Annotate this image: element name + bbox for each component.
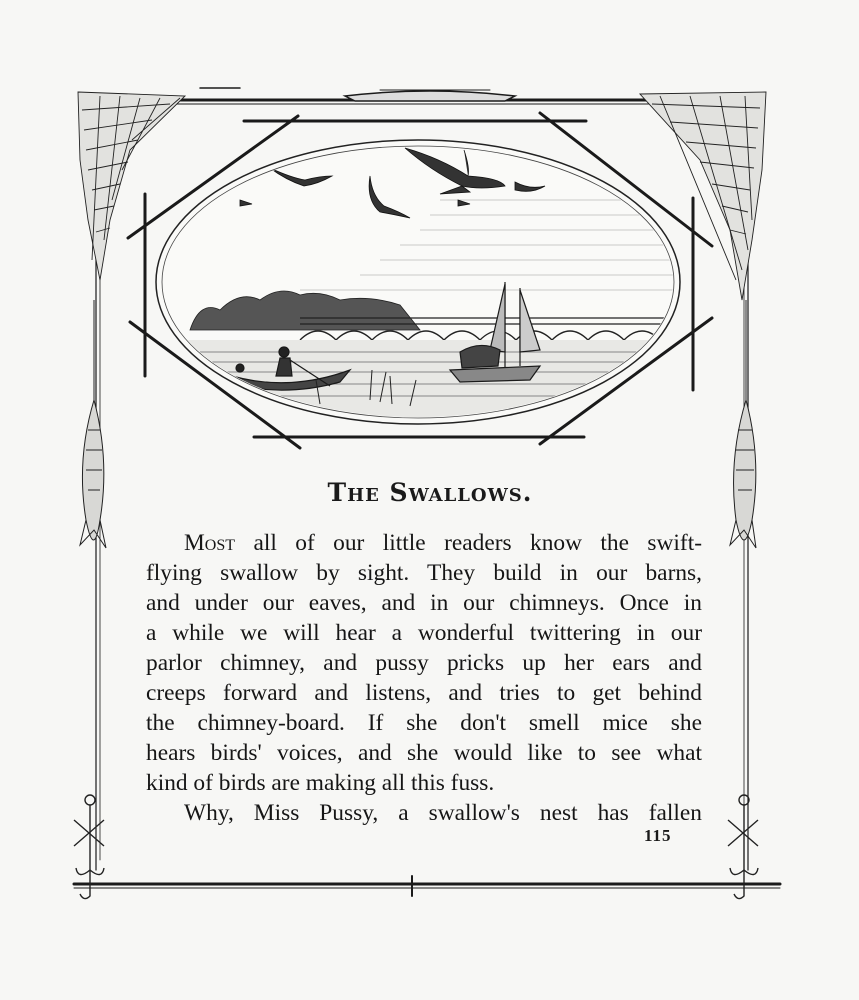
paragraph-line: and under our eaves, and in our chimneys. Once in [146,590,702,616]
paragraph-line: kind of birds are making all this fuss. [146,770,495,796]
paragraph-line: Most all of our little readers know the swift- [184,530,702,556]
paragraph-line: creeps forward and listens, and tries to get behind [146,680,702,706]
page-number: 115 [644,826,672,845]
body-text [146,528,702,828]
first-word: Most [184,530,236,556]
paragraph-line: a while we will hear a wonderful twittering in our [146,620,702,646]
paragraph-line: parlor chimney, and pussy pricks up her ears and [146,650,702,676]
paragraph-line: the chimney-board. If she don't smell mice she [146,710,702,736]
paragraph-line: Why, Miss Pussy, a swallow's nest has fallen [184,800,702,826]
paragraph-line: hears birds' voices, and she would like to see what [146,740,702,766]
page-title: The Swallows. [327,478,533,507]
paragraph-line: flying swallow by sight. They build in our barns, [146,560,702,586]
